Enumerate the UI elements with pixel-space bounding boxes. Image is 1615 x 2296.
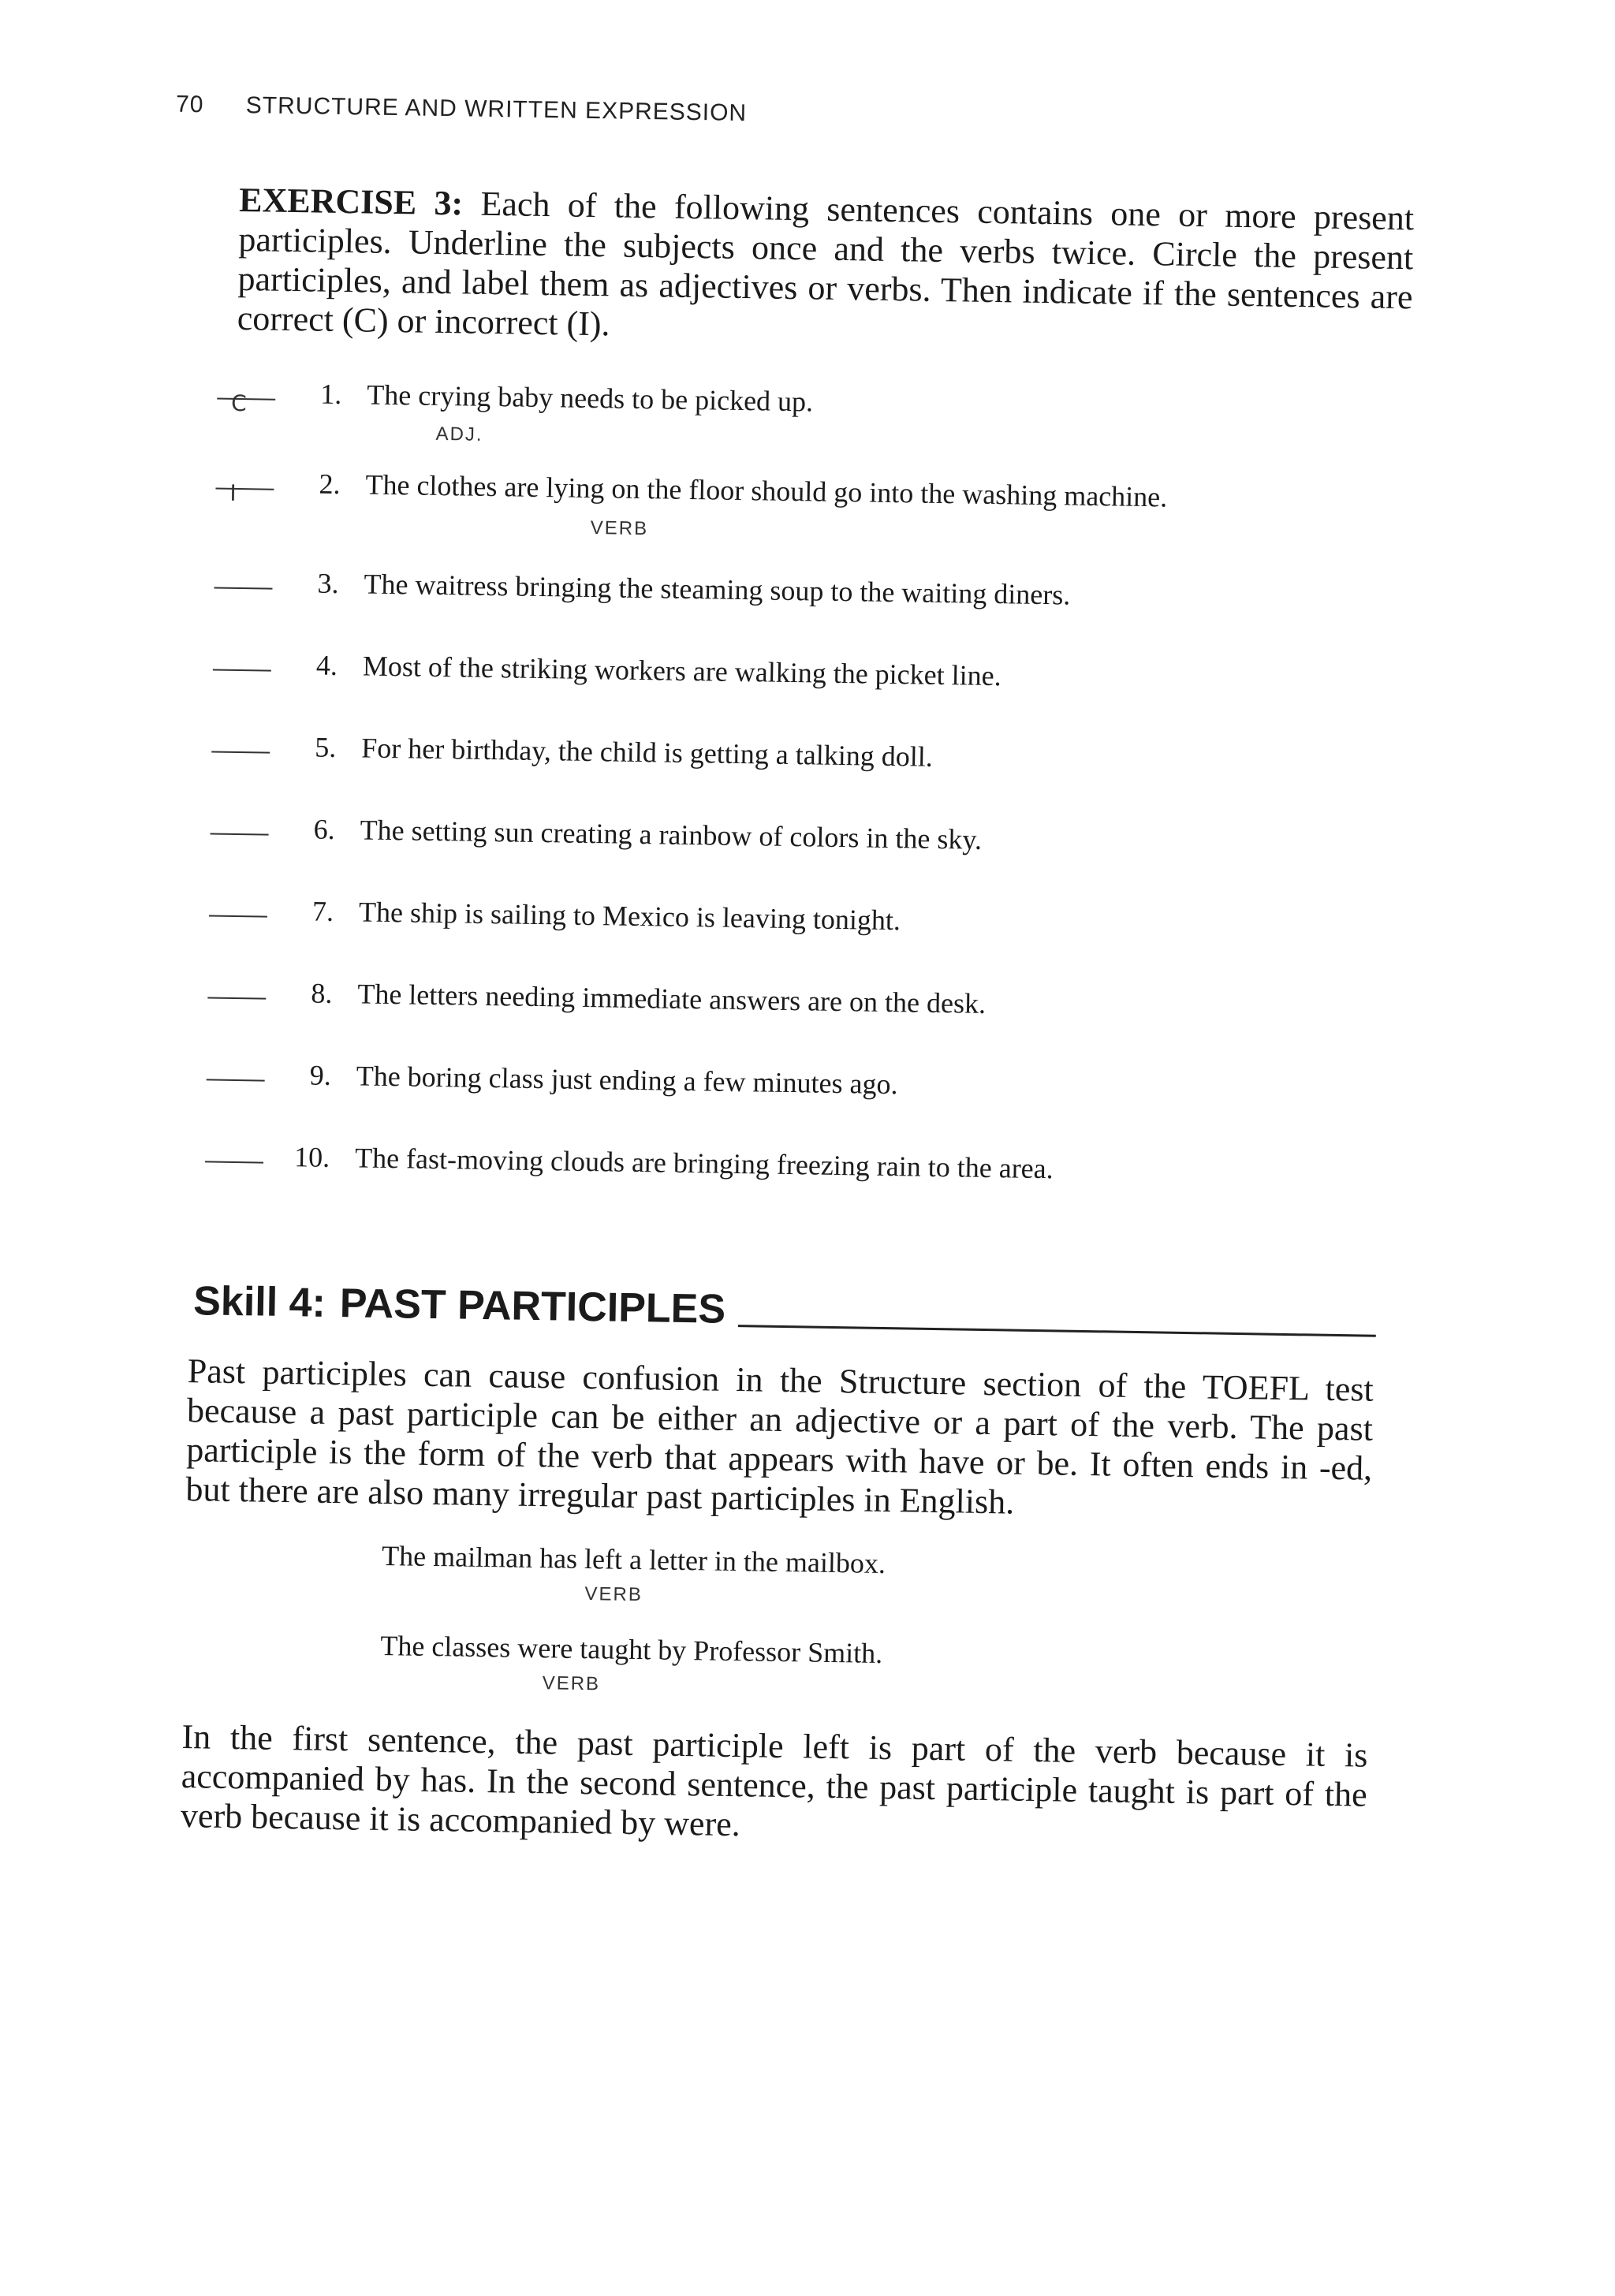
item-number: 5. — [315, 731, 337, 763]
exercise-items — [218, 376, 1448, 1185]
answer-blank[interactable] — [205, 1161, 263, 1163]
exercise-item-10 — [205, 1139, 1436, 1205]
item-sentence: The fast-moving clouds are bringing freezing rain to the area. — [354, 1142, 1054, 1185]
exercise-item-9 — [206, 1057, 1437, 1123]
item-number: 4. — [315, 649, 338, 681]
example-sentence-text: The classes were taught by Professor Smith. — [380, 1629, 883, 1669]
exercise-item-6 — [210, 811, 1441, 877]
exercise-item-7 — [208, 893, 1439, 959]
item-number: 1. — [320, 378, 342, 411]
exercise-item-5 — [211, 729, 1442, 795]
heading-rule — [738, 1325, 1376, 1337]
item-sentence: The boring class just ending a few minutes ago. — [356, 1060, 898, 1101]
item-sentence: For her birthday, the child is getting a talking doll. — [360, 732, 934, 773]
item-number: 8. — [311, 977, 333, 1009]
exercise-label: EXERCISE 3: — [238, 180, 464, 223]
page-header — [176, 91, 748, 127]
item-number: 6. — [313, 813, 335, 845]
example-sentence-text: The mailman has left a letter in the mailbox. — [381, 1540, 886, 1580]
example-label: VERB — [584, 1583, 643, 1606]
answer-blank[interactable] — [207, 1079, 265, 1081]
item-sentence — [367, 378, 813, 419]
answer-blank[interactable] — [207, 997, 266, 999]
item-number: 7. — [311, 895, 334, 927]
exercise-instructions — [237, 181, 1414, 356]
example-sentence-1 — [381, 1539, 886, 1606]
item-sentence: The letters needing immediate answers are on the desk. — [357, 978, 987, 1019]
section-title: STRUCTURE AND WRITTEN EXPRESSION — [245, 92, 748, 127]
item-sentence: Most of the striking workers are walking the picket line. — [362, 650, 1001, 692]
answer-blank[interactable] — [215, 479, 274, 506]
exercise-item-1 — [217, 376, 1448, 445]
exercise-instructions-text: Each of the following sentences contains one or more present participles. Underline the subjects once and the verbs twice. Circle the present participles, and label them as adjectives or verbs. Then indicate if the sentences are correct (C) or incorrect (I). — [237, 184, 1415, 344]
answer-blank[interactable] — [217, 390, 275, 417]
answer-mark: C — [230, 390, 247, 417]
exercise-item-8 — [207, 975, 1438, 1041]
exercise-item-3 — [214, 565, 1445, 632]
item-sentence: The setting sun creating a rainbow of colors in the sky. — [360, 814, 983, 855]
skill-heading — [193, 1277, 1377, 1344]
participle-label: ADJ. — [435, 423, 483, 445]
item-number: 2. — [319, 468, 341, 501]
answer-blank[interactable] — [213, 669, 271, 672]
item-number: 10. — [293, 1141, 330, 1173]
item-sentence: The ship is sailing to Mexico is leaving tonight. — [358, 896, 901, 937]
example-label: VERB — [542, 1672, 601, 1695]
answer-blank[interactable] — [214, 587, 272, 590]
example-sentence-2 — [380, 1629, 883, 1695]
page-number: 70 — [175, 91, 204, 118]
exercise-item-2 — [215, 466, 1446, 540]
skill-paragraph-1: Past participles can cause confusion in the Structure section of the TOEFL test because a past participle can be either an adjective or a part of the verb. The past participle is the form of the verb that appears with have or be. It often ends in -ed, but there are also many irregular past participles in English. — [185, 1351, 1374, 1522]
item-number: 3. — [317, 567, 339, 599]
answer-mark: I — [229, 479, 237, 506]
answer-blank[interactable] — [209, 915, 267, 917]
item-sentence-text: The crying baby needs to be picked up. — [367, 378, 814, 418]
item-sentence — [365, 468, 1167, 514]
item-sentence: The waitress bringing the steaming soup to the waiting diners. — [364, 568, 1071, 611]
exercise-item-4 — [212, 647, 1443, 714]
item-number: 9. — [309, 1059, 332, 1091]
skill-heading-prefix: Skill 4: — [192, 1278, 326, 1326]
item-sentence-text: The clothes are lying on the floor should go into the washing machine. — [365, 468, 1168, 513]
skill-heading-title: PAST PARTICIPLES — [339, 1280, 726, 1332]
answer-blank[interactable] — [211, 751, 270, 753]
answer-blank[interactable] — [211, 833, 269, 835]
skill-paragraph-2: In the first sentence, the past participle left is part of the verb because it is accompanied by has. In the second sentence, the past participle taught is part of the verb because it is accompanied by were. — [180, 1717, 1368, 1844]
participle-label: VERB — [590, 517, 649, 540]
